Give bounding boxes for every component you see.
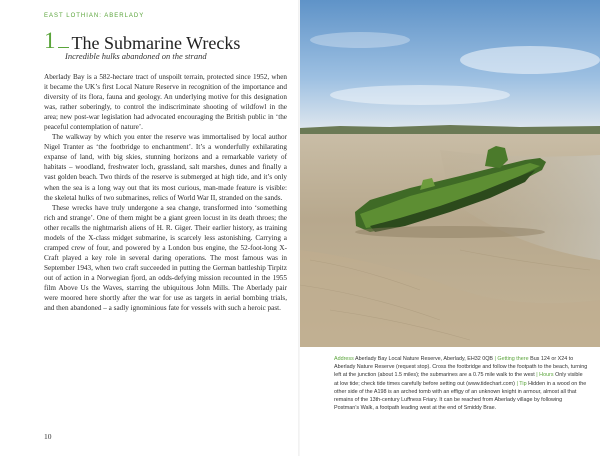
info-caption xyxy=(334,355,588,412)
body-text xyxy=(44,72,287,313)
wreck-shadow xyxy=(355,226,545,238)
tip-text: Hidden in a wood on the other side of the A198 is an arched tomb with an effigy of an unknown knight in armour, almost all that remains of the 13th-century Luffness Friary. It can be reached from Aberlady village by following Postman’s Walk, a footpath leading west at the end of Smiddy Brae. xyxy=(334,380,587,412)
section-label: EAST LOTHIAN: ABERLADY xyxy=(44,13,145,19)
separator: | xyxy=(536,372,538,379)
cloud xyxy=(330,85,510,105)
hours-label: Hours xyxy=(539,372,554,379)
chapter-title: The Submarine Wrecks xyxy=(71,33,241,53)
address-text: Aberlady Bay Local Nature Reserve, Aberlady, EH32 0QB xyxy=(354,356,494,362)
hours-text: Only visible at low tide; check tide times carefully before setting out (www.tidechart.com) xyxy=(334,372,583,387)
address-label: Address xyxy=(334,356,354,362)
chapter-subtitle: Incredible hulks abandoned on the strand xyxy=(65,51,207,61)
paragraph-1: Aberlady Bay is a 582-hectare tract of unspoilt terrain, protected since 1952, when it became the UK’s first Local Nature Reserve in recognition of the importance and diversity of its flora, fauna and geology. An underlying motive for this designation was, rather soberingly, to control the indiscriminate shooting of wildfowl in the area; new post-war legislation had advocated encouraging the British public in ‘the peaceful contemplation of nature’. xyxy=(44,73,287,132)
paragraph-3: These wrecks have truly undergone a sea change, transformed into ‘something rich and strange’. One of them might be a giant green locust in its death throes; the other recalls the nightmarish aliens of H. R. Giger. Their earlier history, as training models of the X-class midget submarine, is scarcely less astonishing. Carrying a cramped crew of four, and powered by a London bus engine, the 52-foot-long X-Craft played a key role in several daring operations. The most famous was in September 1943, when two craft succeeded in putting the German battleship Tirpitz out of action in a Norwegian fjord, an odds-defying mission recounted in the 1955 film Above Us the Waves, starring the ubiquitous John Mills. The Aberlady pair were moored here shortly after the war for use as targets in aerial bombing trials, and then abandoned – a sadly ignominious fate for vessels with such a heroic past. xyxy=(44,203,287,313)
page-number: 10 xyxy=(44,432,52,441)
photo-illustration xyxy=(300,0,600,347)
right-page xyxy=(300,0,600,456)
tip-label: Tip xyxy=(519,380,527,387)
paragraph-2: The walkway by which you enter the reserve was immortalised by local author Nigel Tranter as ‘the footbridge to enchantment’. It’s a wonderfully exhilarating expanse of land, with big skies, stunning horizons and a remarkable variety of habitats – woodland, freshwater loch, grassland, salt marshes, dunes and finally a vast golden beach. Two thirds of the reserve is submerged at high tide, and it’s only when the sea is a long way out that its most curious, man-made feature is visible: the skeletal hulks of two submarines, relics of World War II, stranded on the sands. xyxy=(44,133,287,202)
getting-there-label: Getting there xyxy=(497,356,529,362)
cloud xyxy=(310,32,410,48)
submarine-wreck-photo xyxy=(300,0,600,347)
chapter-number: 1 xyxy=(44,28,56,53)
separator: | xyxy=(494,356,496,362)
cloud xyxy=(460,46,600,74)
getting-there-text: Bus 124 or X24 to Aberlady Nature Reserve (request stop). Cross the footbridge and follow the footpath to the beach, turning left at the junction (about 1.5 miles); the submarines are a 0.75 mile walk to the west xyxy=(334,356,588,379)
chapter-heading xyxy=(44,29,294,52)
separator: | xyxy=(516,380,518,387)
chapter-rule xyxy=(58,47,69,48)
